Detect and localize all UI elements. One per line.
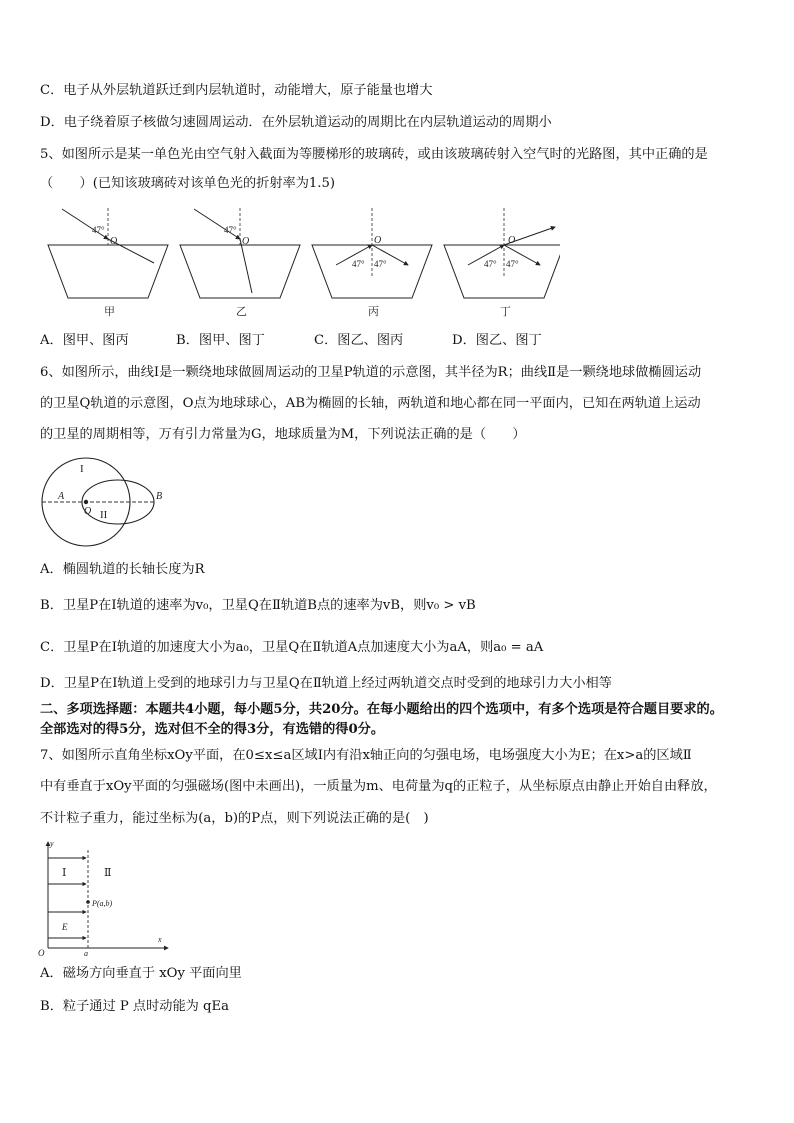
- label-II: II: [100, 509, 108, 521]
- q5-stem-line1: 5、如图所示是某一单色光由空气射入截面为等腰梯形的玻璃砖，或由该玻璃砖射入空气时的光路图，其中正确的是: [40, 147, 708, 162]
- q6-option-b: B．卫星P在Ⅰ轨道的速率为v₀，卫星Q在Ⅱ轨道B点的速率为vB，则v₀ > vB: [40, 598, 476, 613]
- q6-orbit-figure: [40, 452, 170, 550]
- q6-stem-line1: 6、如图所示，曲线Ⅰ是一颗绕地球做圆周运动的卫星P轨道的示意图，其半径为R；曲线Ⅱ是一颗绕地球做椭圆运动: [40, 365, 702, 380]
- point-o: O: [374, 235, 382, 246]
- region-I-label: Ⅰ: [62, 867, 67, 879]
- angle-label: 47°: [506, 259, 519, 269]
- q6-option-d: D．卫星P在Ⅰ轨道上受到的地球引力与卫星Q在Ⅱ轨道上经过两轨道交点时受到的地球引力大小相等: [40, 676, 612, 691]
- point-o: O: [110, 236, 118, 247]
- label-I: I: [80, 463, 84, 475]
- q4-option-d: D．电子绕着原子核做匀速圆周运动．在外层轨道运动的周期比在内层轨道运动的周期小: [40, 115, 552, 130]
- q5-option-d: D．图乙、图丁: [452, 333, 542, 348]
- x-axis-label: x: [158, 935, 162, 944]
- point-P-label: P(a,b): [92, 899, 113, 908]
- q7-option-b: B．粒子通过 P 点时动能为 qEa: [40, 999, 229, 1014]
- q5-option-c: C．图乙、图丙: [314, 333, 404, 348]
- angle-label: 47°: [484, 259, 497, 269]
- q7-stem-line2: 中有垂直于xOy平面的匀强磁场(图中未画出)，一质量为m、电荷量为q的正粒子，从坐标原点由静止开始自由释放，: [40, 779, 717, 794]
- region-II-label: Ⅱ: [104, 867, 112, 879]
- q5-option-a: A．图甲、图丙: [40, 333, 129, 348]
- q5-figure: [40, 205, 560, 320]
- trapezoid-yi: [180, 208, 300, 318]
- q4-option-c: C．电子从外层轨道跃迁到内层轨道时，动能增大，原子能量也增大: [40, 83, 433, 98]
- angle-label: 47°: [92, 225, 105, 235]
- field-E-label: E: [62, 922, 68, 932]
- q7-stem-line1: 7、如图所示直角坐标xOy平面，在0≤x≤a区域Ⅰ内有沿x轴正向的匀强电场，电场强度大小为E；在x>a的区域Ⅱ: [40, 748, 692, 763]
- origin-label: O: [38, 948, 45, 958]
- section2-line1: 二、多项选择题：本题共4小题，每小题5分，共20分。在每小题给出的四个选项中，有多个选项是符合题目要求的。: [40, 702, 723, 717]
- label-O: O: [84, 506, 92, 517]
- angle-label: 47°: [224, 225, 237, 235]
- figure-label-bing: 丙: [368, 306, 379, 318]
- label-B: B: [156, 491, 163, 502]
- label-A: A: [58, 491, 65, 502]
- trapezoid-ding: [444, 208, 560, 318]
- q6-option-c: C．卫星P在Ⅰ轨道的加速度大小为a₀，卫星Q在Ⅱ轨道A点加速度大小为aA，则a₀ = aA: [40, 640, 544, 655]
- trapezoid-jia: [48, 208, 168, 318]
- q7-stem-line3: 不计粒子重力，能过坐标为(a，b)的P点，则下列说法正确的是( ): [40, 811, 429, 826]
- q6-option-a: A．椭圆轨道的长轴长度为R: [40, 562, 205, 577]
- angle-label: 47°: [374, 259, 387, 269]
- figure-label-ding: 丁: [500, 306, 511, 318]
- q7-coordinate-figure: [36, 838, 176, 958]
- point-o: O: [508, 235, 516, 246]
- point-o: O: [242, 236, 250, 247]
- angle-label: 47°: [352, 259, 365, 269]
- q6-stem-line2: 的卫星Q轨道的示意图，O点为地球球心，AB为椭圆的长轴，两轨道和地心都在同一平面内，已知在两轨道上运动: [40, 396, 701, 411]
- trapezoid-bing: [312, 208, 432, 318]
- q5-stem-line2: （ ）(已知该玻璃砖对该单色光的折射率为1.5): [40, 176, 336, 191]
- q7-option-a: A．磁场方向垂直于 xOy 平面向里: [40, 966, 242, 981]
- section2-line2: 全部选对的得5分，选对但不全的得3分，有选错的得0分。: [40, 722, 385, 737]
- q6-stem-line3: 的卫星的周期相等，万有引力常量为G，地球质量为M，下列说法正确的是（ ）: [40, 427, 526, 442]
- a-label: a: [84, 949, 88, 958]
- y-axis-label: y: [50, 839, 54, 848]
- q5-option-b: B．图甲、图丁: [176, 333, 265, 348]
- figure-label-jia: 甲: [104, 306, 115, 318]
- figure-label-yi: 乙: [236, 306, 247, 318]
